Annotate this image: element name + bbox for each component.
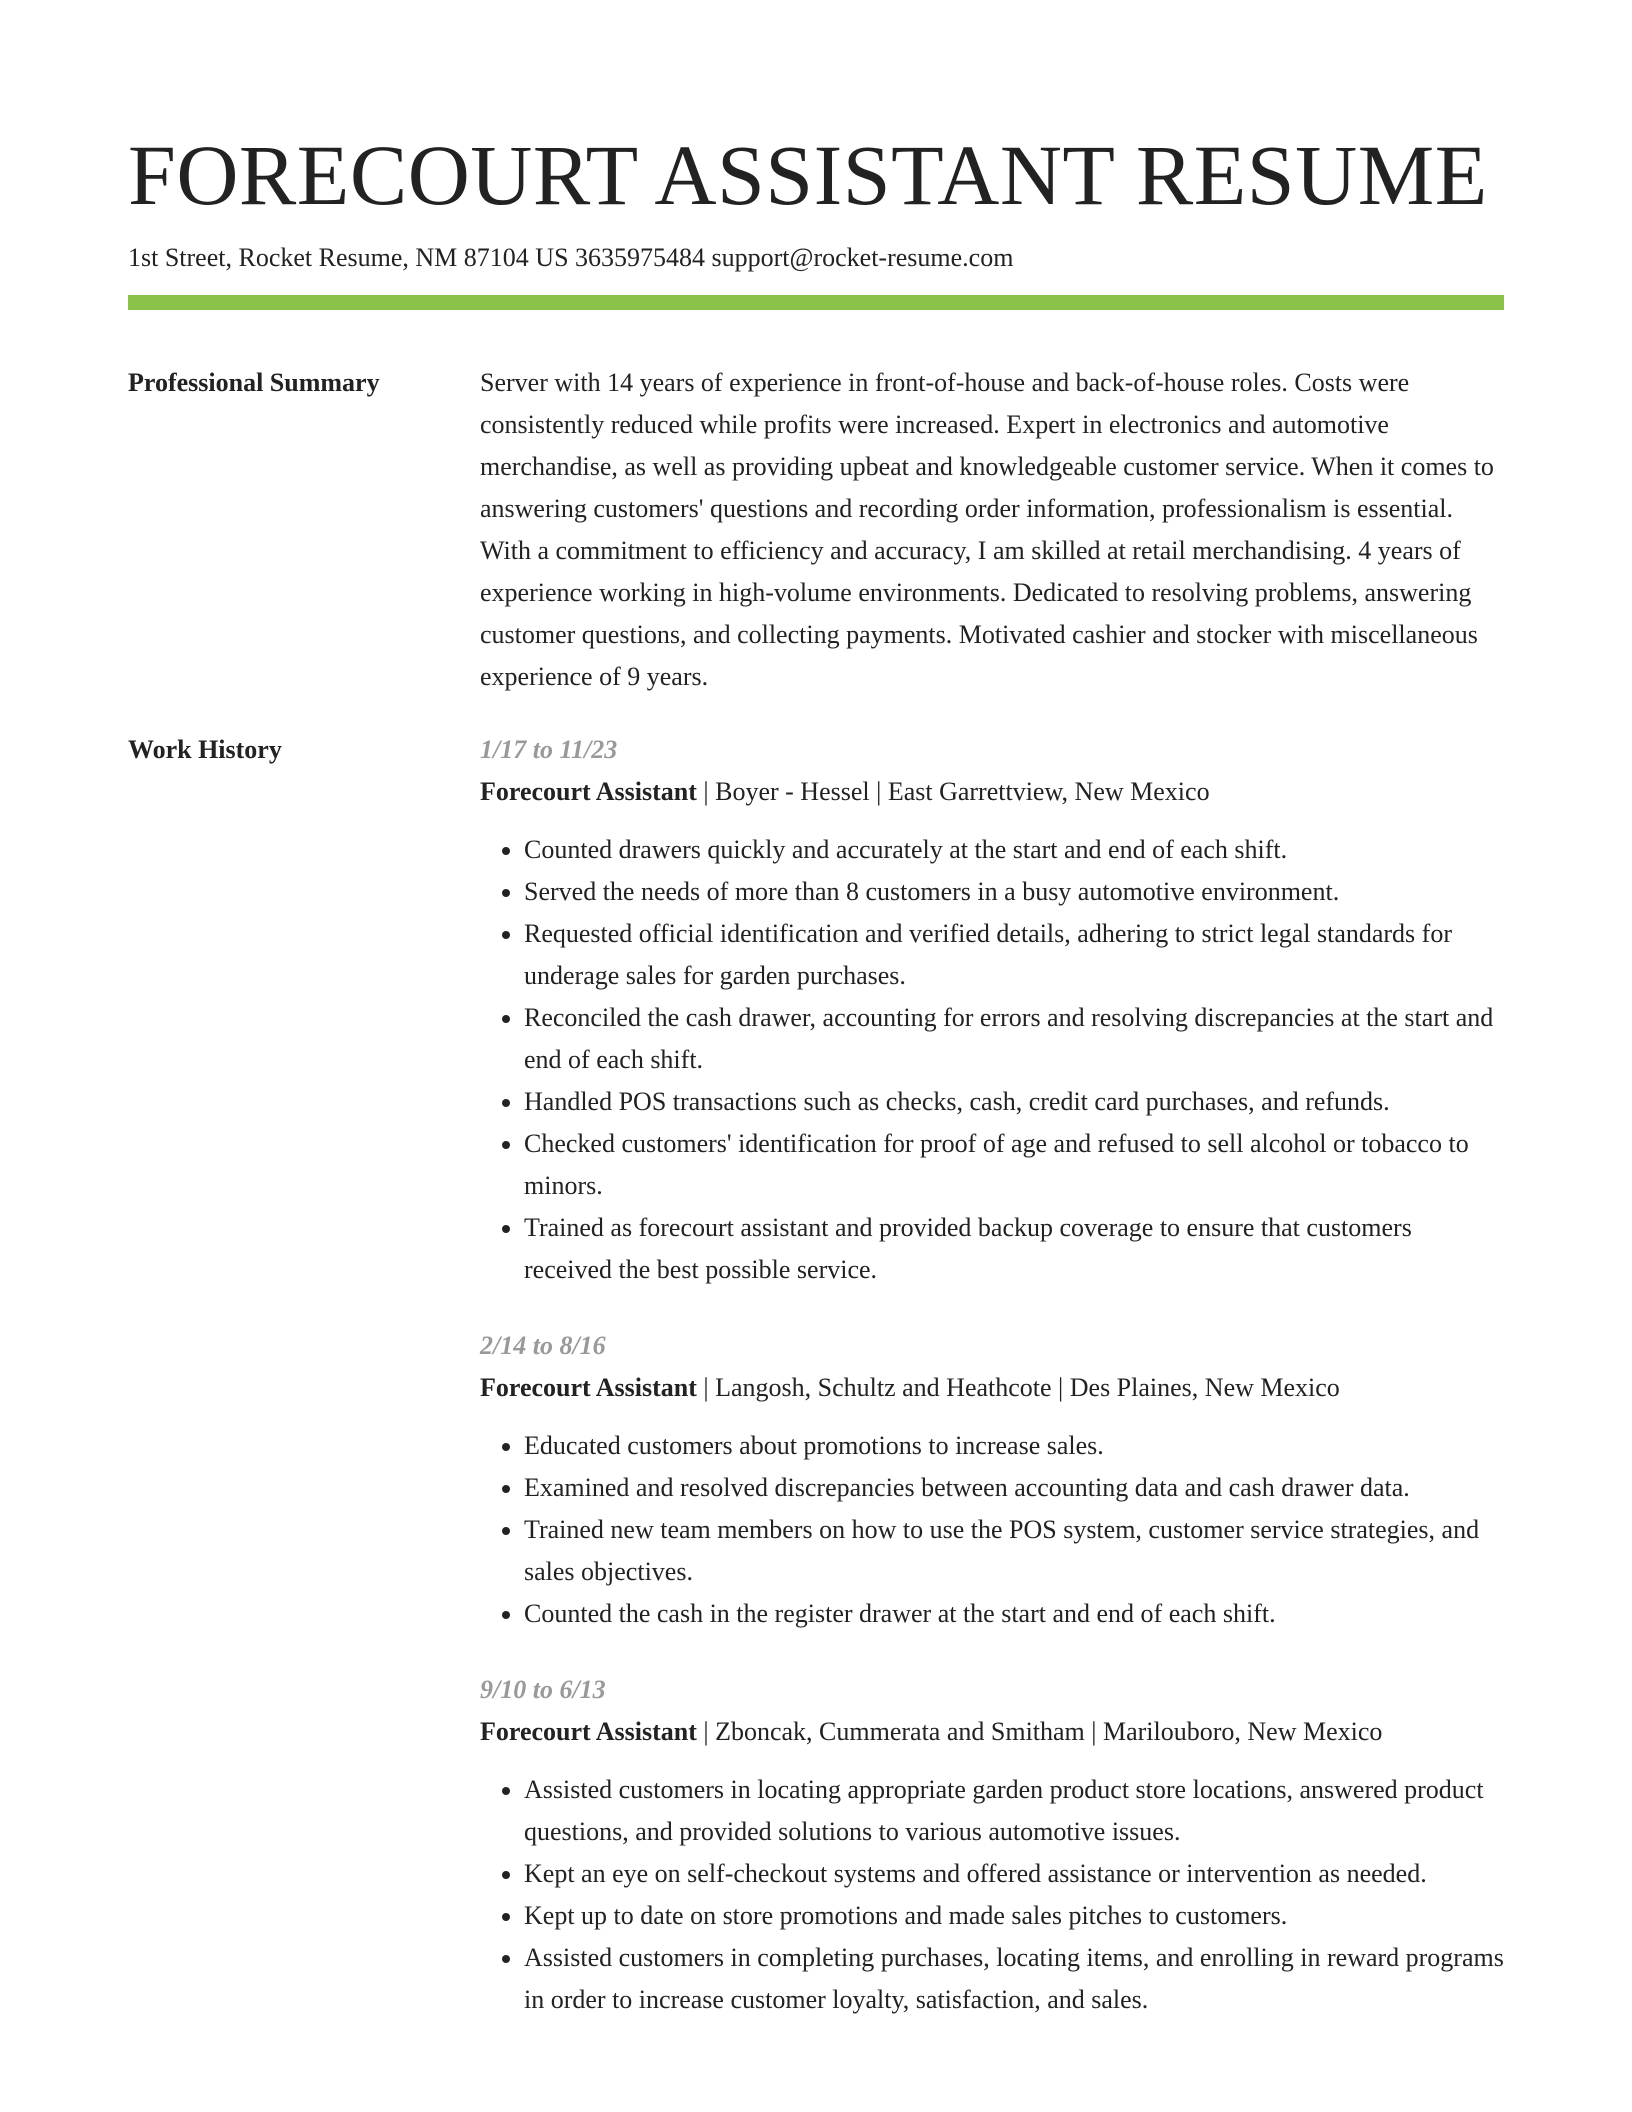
job-bullet: • Kept an eye on self-checkout systems and offered assistance or intervention as needed. [524, 1853, 1504, 1895]
job-bullet: • Checked customers' identification for proof of age and refused to sell alcohol or tobacco to minors. [524, 1123, 1504, 1207]
job-bullet: • Educated customers about promotions to increase sales. [524, 1425, 1504, 1467]
summary-text: Server with 14 years of experience in front-of-house and back-of-house roles. Costs were consistently reduced while profits were increased. Expert in electronics and automotive merchandise, as well as providing upbeat and knowledgeable customer service. When it comes to answering customers' questions and recording order information, professionalism is essential. With a commitment to efficiency and accuracy, I am skilled at retail merchandising. 4 years of experience working in high-volume environments. Dedicated to resolving problems, answering customer questions, and collecting payments. Motivated cashier and stocker with miscellaneous experience of 9 years. [480, 368, 1494, 692]
job-entry [480, 729, 1504, 1291]
summary-body [480, 362, 1504, 698]
job-bullet-list [480, 1769, 1504, 2021]
job-bullet: • Trained as forecourt assistant and provided backup coverage to ensure that customers received the best possible service. [524, 1207, 1504, 1291]
job-bullet: • Handled POS transactions such as checks, cash, credit card purchases, and refunds. [524, 1081, 1504, 1123]
work-history-body [480, 729, 1504, 2055]
resume-page [128, 118, 1504, 2055]
job-bullet: • Trained new team members on how to use the POS system, customer service strategies, and sales objectives. [524, 1509, 1504, 1593]
job-details: | Zboncak, Cummerata and Smitham | Marilouboro, New Mexico [696, 1717, 1383, 1747]
section-label-work-history: Work History [128, 735, 282, 765]
job-title: Forecourt Assistant [480, 1717, 697, 1747]
job-bullet: • Assisted customers in completing purchases, locating items, and enrolling in reward programs in order to increase customer loyalty, satisfaction, and sales. [524, 1937, 1504, 2021]
work-history-section [128, 729, 1504, 2055]
job-entry [480, 1325, 1504, 1635]
contact-line: 1st Street, Rocket Resume, NM 87104 US 3635975484 support@rocket-resume.com [128, 243, 1014, 272]
professional-summary-section [128, 362, 1504, 698]
job-bullet: • Counted drawers quickly and accurately at the start and end of each shift. [524, 829, 1504, 871]
job-bullet-list [480, 829, 1504, 1291]
job-bullet: • Kept up to date on store promotions and made sales pitches to customers. [524, 1895, 1504, 1937]
job-details: | Langosh, Schultz and Heathcote | Des Plaines, New Mexico [696, 1373, 1340, 1403]
job-bullet: • Reconciled the cash drawer, accounting for errors and resolving discrepancies at the start and end of each shift. [524, 997, 1504, 1081]
job-bullet-list [480, 1425, 1504, 1635]
job-dates: 2/14 to 8/16 [480, 1331, 606, 1361]
job-bullet: • Served the needs of more than 8 customers in a busy automotive environment. [524, 871, 1504, 913]
job-heading [480, 1367, 1504, 1409]
job-bullet: • Requested official identification and verified details, adhering to strict legal standards for underage sales for garden purchases. [524, 913, 1504, 997]
resume-title: FORECOURT ASSISTANT RESUME [128, 127, 1488, 223]
job-dates: 1/17 to 11/23 [480, 735, 618, 765]
job-heading [480, 1711, 1504, 1753]
job-title: Forecourt Assistant [480, 777, 697, 807]
section-label-summary: Professional Summary [128, 368, 380, 398]
job-bullet: • Examined and resolved discrepancies between accounting data and cash drawer data. [524, 1467, 1504, 1509]
job-details: | Boyer - Hessel | East Garrettview, New Mexico [696, 777, 1210, 807]
job-title: Forecourt Assistant [480, 1373, 697, 1403]
job-bullet: • Counted the cash in the register drawer at the start and end of each shift. [524, 1593, 1504, 1635]
header-divider [128, 295, 1504, 310]
job-heading [480, 771, 1504, 813]
job-bullet: • Assisted customers in locating appropriate garden product store locations, answered product questions, and provided solutions to various automotive issues. [524, 1769, 1504, 1853]
job-entry [480, 1669, 1504, 2021]
job-dates: 9/10 to 6/13 [480, 1675, 606, 1705]
